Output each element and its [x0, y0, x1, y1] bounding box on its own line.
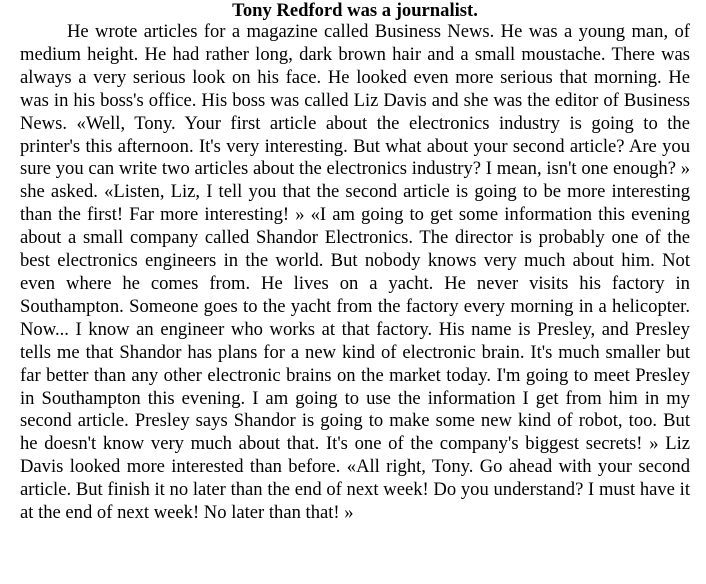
text-line: better than any other electronic brains on the market today. I'm going to meet [46, 364, 630, 386]
text-line: one enough? » she asked. «Listen, Liz, I tell you that the second article is going to [20, 158, 691, 203]
text-line: Davis and she was the editor of Business News. [20, 89, 690, 134]
text-line: «I am going to get some information this evening about a small company called [20, 204, 690, 249]
text-line: Shandor has plans for a new kind of electronic brain. It's much smaller but far [20, 341, 690, 386]
text-line: Shandor Electronics. The director is probably one of the best electronics engineers [20, 227, 690, 272]
text-line: «All right, Tony. Go ahead with your second article. But finish it no later than the [20, 456, 690, 501]
text-line: moustache. There was always a very serious look on his face. He looked even [20, 43, 690, 88]
text-line: biggest secrets! » Liz Davis looked more interested than before. [20, 433, 690, 478]
text-line: engineer who works at that factory. His name is Presley, and Presley tells me that [20, 318, 690, 363]
text-line: be more interesting than the first! Far more interesting! » [20, 181, 690, 226]
text-line: from. He lives on a yacht. He never visits his factory in Southampton. Someone [20, 272, 690, 317]
text-line: Presley in Southampton this evening. I am going to use the information I get from [20, 364, 691, 409]
text-line: man, of medium height. He had rather long, dark brown hair and a small [20, 21, 690, 65]
text-line: Are you sure you can write two articles about the electronics industry? I mean, isn't [20, 135, 690, 180]
document-page [20, 0, 690, 525]
text-line: end of next week! Do you understand? I must have it at the end of next week! No [20, 479, 690, 524]
text-line: printer's this afternoon. It's very interesting. But what about your second article? [20, 135, 625, 157]
text-line: in the world. But nobody knows very much about him. Not even where he comes [20, 250, 691, 294]
text-line: more serious that morning. He was in his boss's office. His boss was called Liz [20, 66, 691, 111]
text-line: robot, too. But he doesn't know very much about that. It's one of the company's [20, 410, 691, 455]
text-line: him in my second article. Presley says Shandor is going to make some new kind of [20, 387, 690, 432]
document-body [20, 21, 690, 525]
text-line: «Well, Tony. Your first article about the electronics industry is going to the [76, 112, 690, 134]
text-line: goes to the yacht from the factory every morning in a helicopter. Now... I know an [20, 295, 690, 340]
text-line: later than that! » [231, 502, 354, 524]
document-title: Tony Redford was a journalist. [232, 0, 478, 21]
text-line: He wrote articles for a magazine called Business News. He was a young [67, 21, 626, 42]
